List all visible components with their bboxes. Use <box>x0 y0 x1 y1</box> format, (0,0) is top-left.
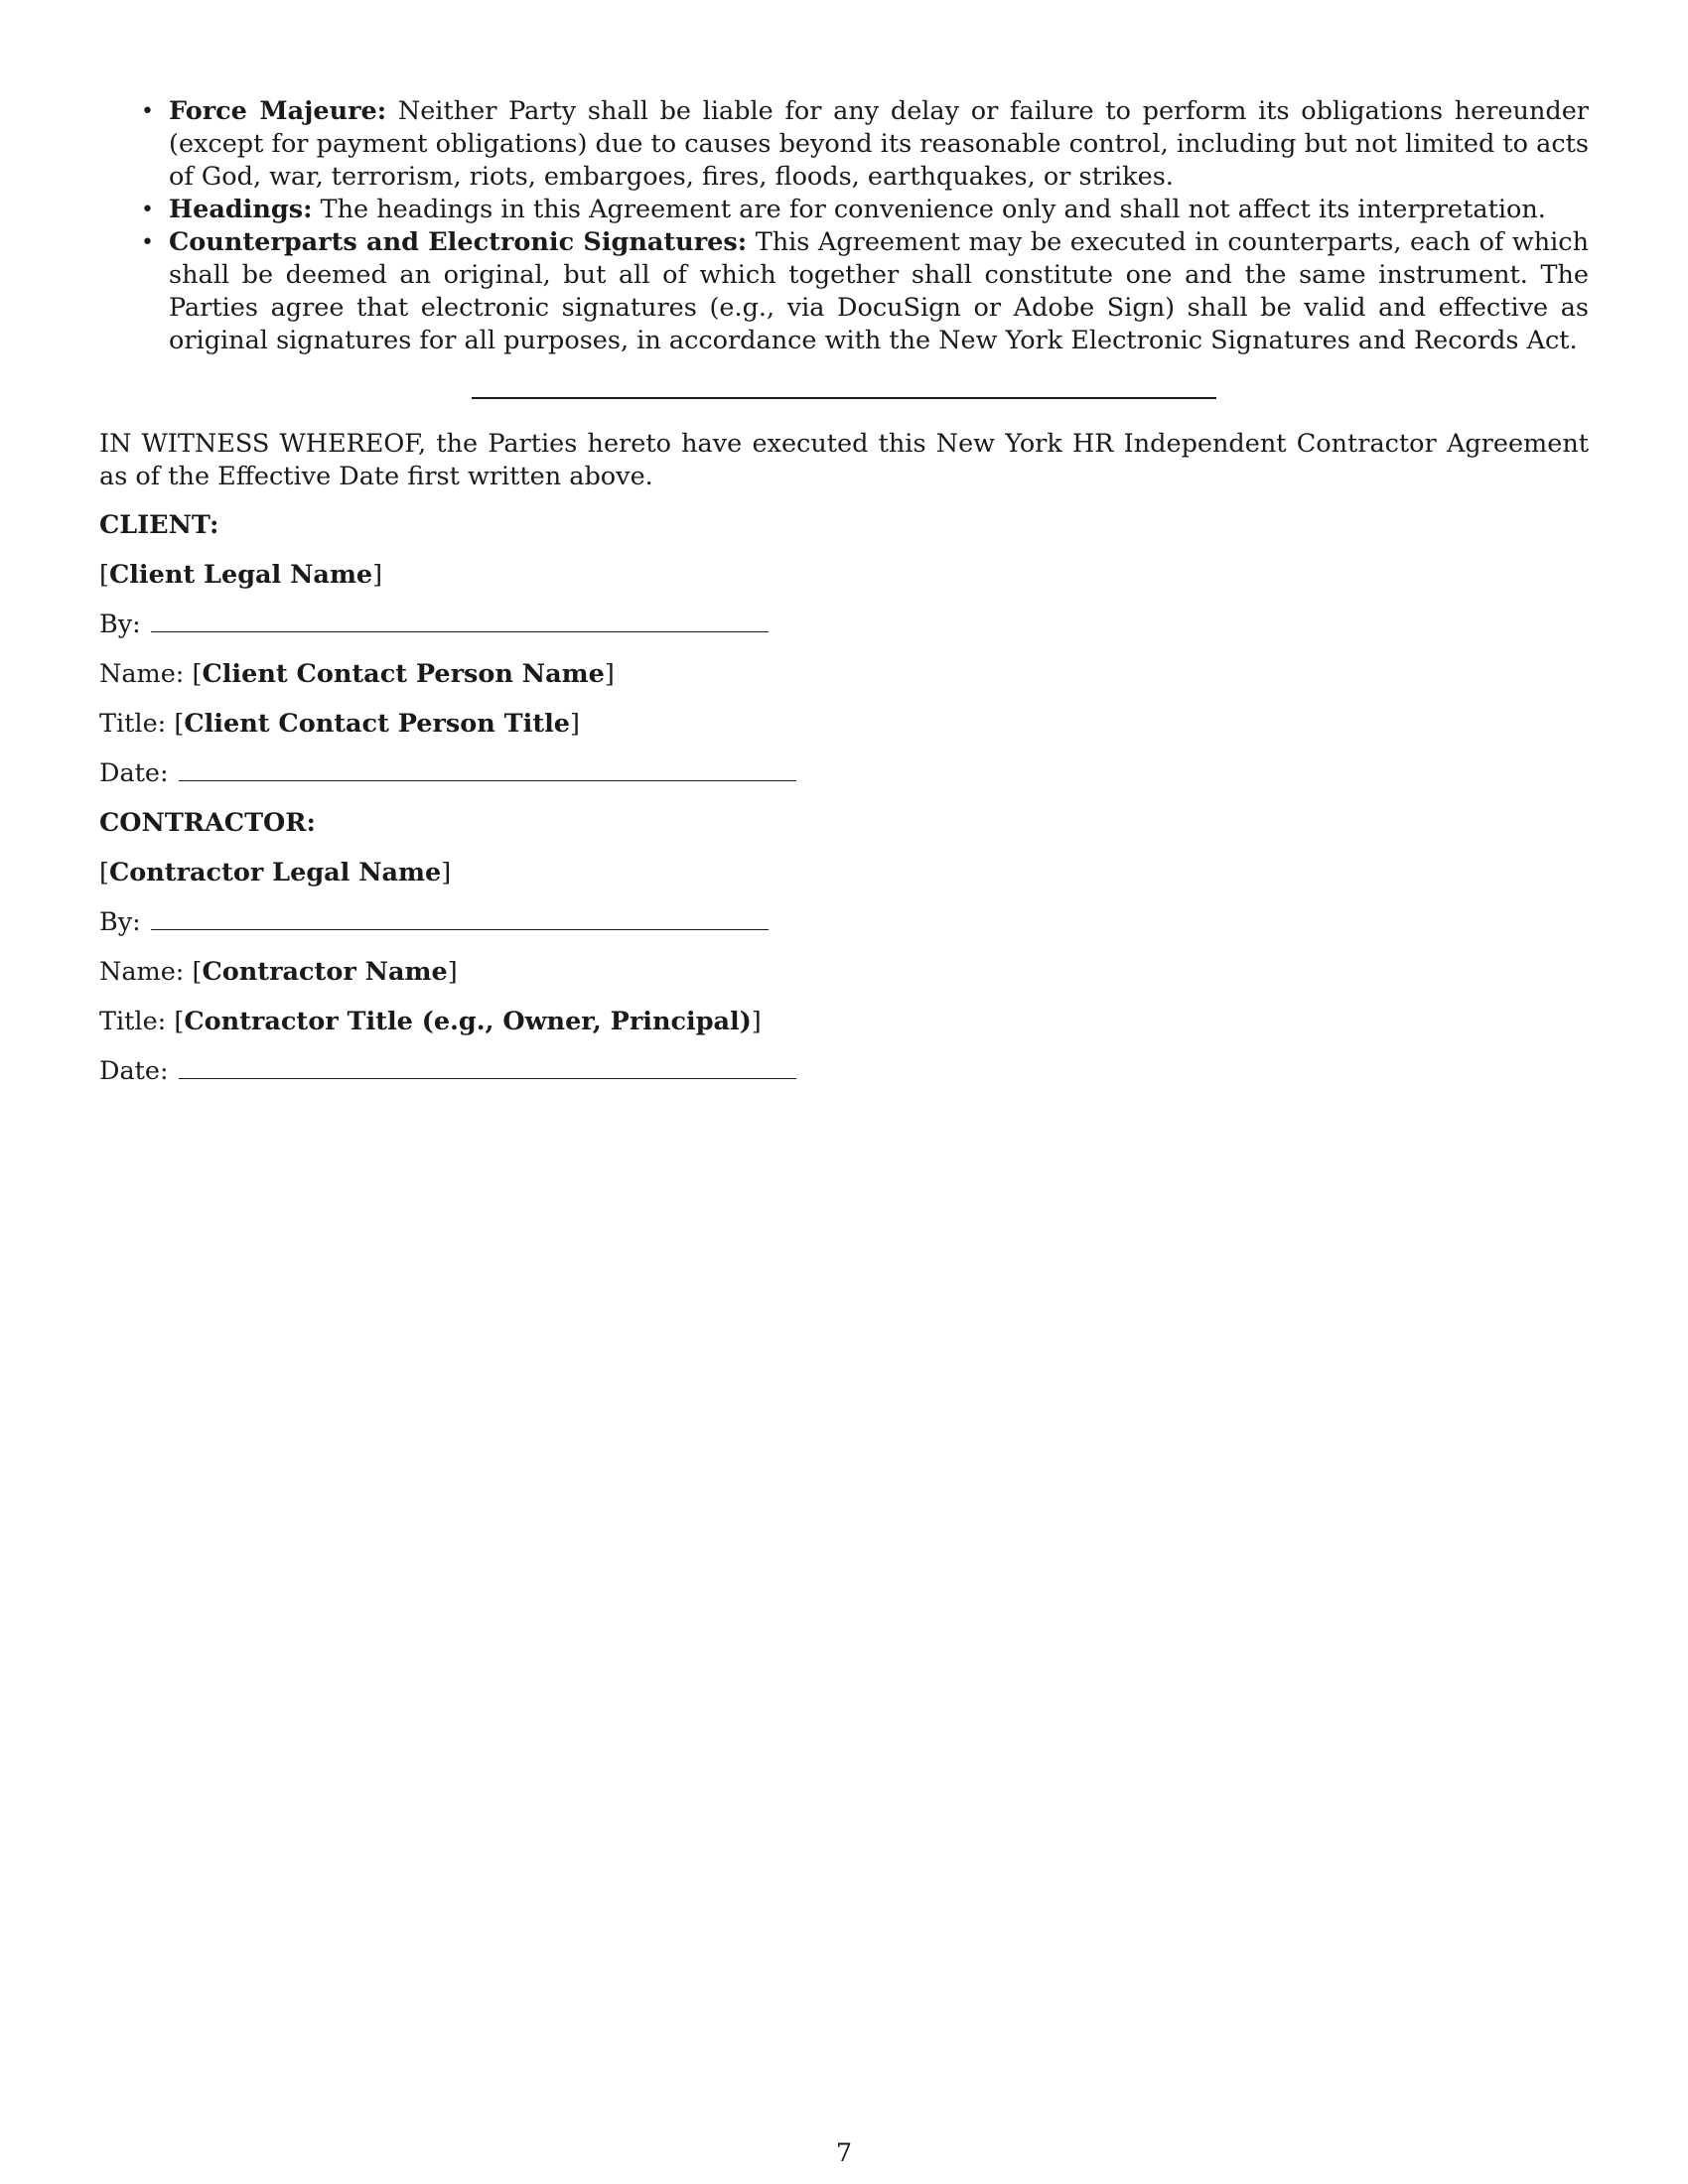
contractor-name-line: Name: [Contractor Name] <box>99 957 458 987</box>
clause-counterparts <box>99 226 1589 357</box>
contractor-signature-field[interactable] <box>151 909 769 930</box>
bullet-icon: • <box>141 99 154 124</box>
contractor-date-line: Date: <box>99 1055 1589 1088</box>
contractor-heading: CONTRACTOR: <box>99 808 316 838</box>
clause-text: Neither Party shall be liable for any delay or failure to perform its obligations hereunder (except for payment obligations) due to causes beyond its reasonable control, including but not limited to acts of God, war, terrorism, riots, embargoes, fires, floods, earthquakes, or strikes. <box>169 96 1589 192</box>
bullet-icon: • <box>141 198 154 222</box>
clause-text: The headings in this Agreement are for convenience only and shall not affect its interpretation. <box>320 195 1546 224</box>
clause-title: Force Majeure: <box>169 96 387 126</box>
page-number: 7 <box>835 2138 853 2168</box>
clause-text: This Agreement may be executed in counterparts, each of which shall be deemed an original, but all of which together shall constitute one and the same instrument. The Parties agree that electronic signatures (e.g., via DocuSign or Adobe Sign) shall be valid and effective as original signatures for all purposes, in accordance with the New York Electronic Signatures and Records Act. <box>169 227 1590 355</box>
client-signature-field[interactable] <box>151 612 769 632</box>
contractor-date-field[interactable] <box>179 1058 796 1079</box>
client-date-line: Date: <box>99 757 1589 790</box>
section-divider <box>472 397 1216 399</box>
client-heading: CLIENT: <box>99 510 219 540</box>
contractor-signature-block <box>99 807 1589 1088</box>
bullet-icon: • <box>141 230 154 255</box>
client-by-line: By: <box>99 609 1589 641</box>
client-name-line: Name: [Client Contact Person Name] <box>99 659 615 689</box>
witness-paragraph: IN WITNESS WHEREOF, the Parties hereto have executed this New York HR Independent Contractor Agreement as of the Effective Date first written above. <box>99 429 1589 491</box>
contractor-legal-name: [Contractor Legal Name] <box>99 858 452 887</box>
client-legal-name: [Client Legal Name] <box>99 560 383 590</box>
document-page <box>99 95 1589 1105</box>
client-date-field[interactable] <box>179 760 796 781</box>
contractor-by-line: By: <box>99 906 1589 939</box>
client-signature-block <box>99 509 1589 790</box>
clause-list <box>99 95 1589 357</box>
client-title-line: Title: [Client Contact Person Title] <box>99 709 580 739</box>
contractor-title-line: Title: [Contractor Title (e.g., Owner, Principal)] <box>99 1007 762 1036</box>
clause-title: Counterparts and Electronic Signatures: <box>169 227 748 257</box>
clause-title: Headings: <box>169 195 313 224</box>
clause-headings <box>99 194 1589 226</box>
clause-force-majeure <box>99 95 1589 194</box>
